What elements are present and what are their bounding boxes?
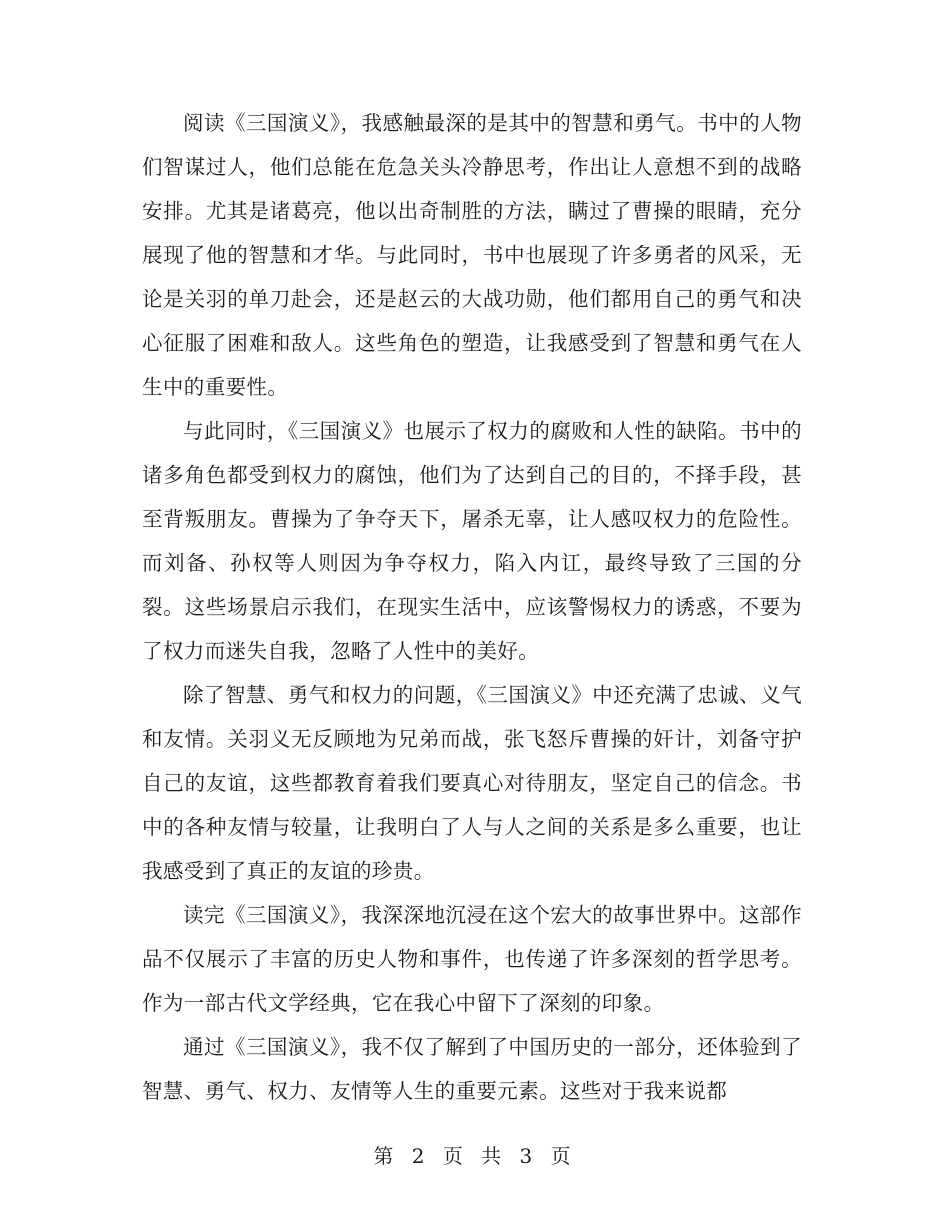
paragraph-4: 读完《三国演义》，我深深地沉浸在这个宏大的故事世界中。这部作品不仅展示了丰富的历史人物和事件，也传递了许多深刻的哲学思考。作为一部古代文学经典，它在我心中留下了深刻的印象。	[142, 903, 802, 1015]
paragraph-2: 与此同时，《三国演义》也展示了权力的腐败和人性的缺陷。书中的诸多角色都受到权力的腐蚀，他们为了达到自己的目的，不择手段，甚至背叛朋友。曹操为了争夺天下，屠杀无辜，让人感叹权力的危险性。而刘备、孙权等人则因为争夺权力，陷入内讧，最终导致了三国的分裂。这些场景启示我们，在现实生活中，应该警惕权力的诱惑，不要为了权力而迷失自我，忽略了人性中的美好。	[142, 419, 802, 663]
paragraph-3: 除了智慧、勇气和权力的问题，《三国演义》中还充满了忠诚、义气和友情。关羽义无反顾地为兄弟而战，张飞怒斥曹操的奸计，刘备守护自己的友谊，这些都教育着我们要真心对待朋友，坚定自己的信念。书中的各种友情与较量，让我明白了人与人之间的关系是多么重要，也让我感受到了真正的友谊的珍贵。	[142, 683, 802, 883]
paragraph-1: 阅读《三国演义》，我感触最深的是其中的智慧和勇气。书中的人物们智谋过人，他们总能在危急关头冷静思考，作出让人意想不到的战略安排。尤其是诸葛亮，他以出奇制胜的方法，瞒过了曹操的眼睛，充分展现了他的智慧和才华。与此同时，书中也展现了许多勇者的风采，无论是关羽的单刀赴会，还是赵云的大战功勋，他们都用自己的勇气和决心征服了困难和敌人。这些角色的塑造，让我感受到了智慧和勇气在人生中的重要性。	[142, 111, 802, 399]
document-body	[142, 101, 802, 1113]
paragraph-5: 通过《三国演义》，我不仅了解到了中国历史的一部分，还体验到了智慧、勇气、权力、友情等人生的重要元素。这些对于我来说都	[142, 1035, 802, 1103]
page-number-footer: 第 2 页 共 3 页	[373, 1144, 577, 1168]
